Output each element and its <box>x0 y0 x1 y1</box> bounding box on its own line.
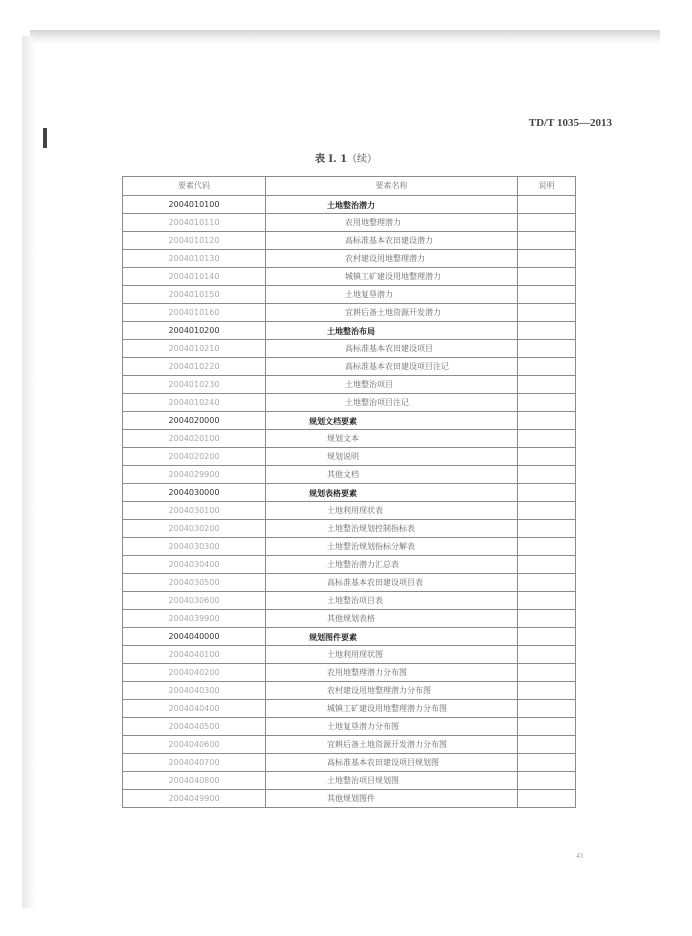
element-code: 2004010230 <box>123 376 266 394</box>
header-code: 要素代码 <box>123 177 266 196</box>
table-row <box>123 592 576 610</box>
header-name: 要素名称 <box>266 177 518 196</box>
element-name: 其他规划表格 <box>266 610 518 628</box>
element-name: 土地整治规划指标分解表 <box>266 538 518 556</box>
table-number: 表 I. 1 <box>314 154 348 165</box>
table-row <box>123 340 576 358</box>
element-name: 其他规划图件 <box>266 790 518 808</box>
table-row <box>123 286 576 304</box>
element-code: 2004049900 <box>123 790 266 808</box>
element-note <box>518 484 576 502</box>
element-code: 2004010220 <box>123 358 266 376</box>
element-name: 其他文档 <box>266 466 518 484</box>
element-note <box>518 646 576 664</box>
element-name: 宜耕后备土地资源开发潜力分布图 <box>266 736 518 754</box>
element-code: 2004040300 <box>123 682 266 700</box>
element-note <box>518 376 576 394</box>
element-name: 农用地整理潜力 <box>266 214 518 232</box>
table-row <box>123 538 576 556</box>
element-name: 规划说明 <box>266 448 518 466</box>
element-name: 高标准基本农田建设潜力 <box>266 232 518 250</box>
page-number: 43 <box>576 852 583 860</box>
element-note <box>518 286 576 304</box>
table-row <box>123 628 576 646</box>
element-note <box>518 214 576 232</box>
element-code: 2004020200 <box>123 448 266 466</box>
element-note <box>518 520 576 538</box>
element-note <box>518 358 576 376</box>
element-note <box>518 340 576 358</box>
element-name: 农村建设用地整理潜力分布图 <box>266 682 518 700</box>
element-note <box>518 448 576 466</box>
element-code: 2004030600 <box>123 592 266 610</box>
element-name: 土地整治布局 <box>266 322 518 340</box>
element-name: 规划表格要素 <box>266 484 518 502</box>
element-note <box>518 754 576 772</box>
element-note <box>518 412 576 430</box>
elements-table <box>122 176 576 808</box>
element-code: 2004029900 <box>123 466 266 484</box>
element-code: 2004010160 <box>123 304 266 322</box>
table-row <box>123 214 576 232</box>
table-row <box>123 250 576 268</box>
element-code: 2004030000 <box>123 484 266 502</box>
element-name: 规划图件要素 <box>266 628 518 646</box>
element-name: 城镇工矿建设用地整理潜力 <box>266 268 518 286</box>
element-code: 2004010200 <box>123 322 266 340</box>
table-row <box>123 376 576 394</box>
table-row <box>123 232 576 250</box>
table-row <box>123 466 576 484</box>
element-code: 2004010150 <box>123 286 266 304</box>
element-note <box>518 610 576 628</box>
element-code: 2004040200 <box>123 664 266 682</box>
element-name: 土地整治项目规划图 <box>266 772 518 790</box>
element-name: 土地利用现状图 <box>266 646 518 664</box>
element-name: 土地整治项目注记 <box>266 394 518 412</box>
table-row <box>123 430 576 448</box>
element-note <box>518 556 576 574</box>
element-code: 2004010110 <box>123 214 266 232</box>
element-name: 宜耕后备土地资源开发潜力 <box>266 304 518 322</box>
element-code: 2004040600 <box>123 736 266 754</box>
element-note <box>518 664 576 682</box>
table-row <box>123 196 576 214</box>
table-row <box>123 718 576 736</box>
table-row <box>123 304 576 322</box>
element-code: 2004010140 <box>123 268 266 286</box>
element-name: 高标准基本农田建设项目规划图 <box>266 754 518 772</box>
table-row <box>123 664 576 682</box>
element-note <box>518 592 576 610</box>
element-name: 农村建设用地整理潜力 <box>266 250 518 268</box>
scan-shadow-left <box>22 36 36 908</box>
table-row <box>123 520 576 538</box>
element-name: 土地整治项目 <box>266 376 518 394</box>
element-note <box>518 574 576 592</box>
element-name: 高标准基本农田建设项目 <box>266 340 518 358</box>
header-note: 说明 <box>518 177 576 196</box>
table-row <box>123 772 576 790</box>
element-name: 土地整治潜力汇总表 <box>266 556 518 574</box>
table-row <box>123 610 576 628</box>
element-note <box>518 772 576 790</box>
element-name: 土地整治规划控制指标表 <box>266 520 518 538</box>
element-name: 土地整治潜力 <box>266 196 518 214</box>
scan-mark <box>43 128 47 148</box>
element-name: 土地复垦潜力 <box>266 286 518 304</box>
table-row <box>123 484 576 502</box>
element-note <box>518 700 576 718</box>
element-note <box>518 430 576 448</box>
table-row <box>123 394 576 412</box>
table-row <box>123 790 576 808</box>
element-code: 2004039900 <box>123 610 266 628</box>
table-row <box>123 502 576 520</box>
element-note <box>518 466 576 484</box>
element-name: 农用地整理潜力分布图 <box>266 664 518 682</box>
element-code: 2004030500 <box>123 574 266 592</box>
element-code: 2004030400 <box>123 556 266 574</box>
table-row <box>123 736 576 754</box>
table-row <box>123 700 576 718</box>
element-code: 2004010120 <box>123 232 266 250</box>
element-code: 2004030300 <box>123 538 266 556</box>
table-body <box>123 196 576 808</box>
element-note <box>518 232 576 250</box>
table-row <box>123 358 576 376</box>
table-row <box>123 268 576 286</box>
element-name: 土地复垦潜力分布图 <box>266 718 518 736</box>
table-row <box>123 754 576 772</box>
element-note <box>518 682 576 700</box>
table-row <box>123 574 576 592</box>
element-name: 规划文本 <box>266 430 518 448</box>
element-code: 2004040400 <box>123 700 266 718</box>
element-note <box>518 736 576 754</box>
element-code: 2004020000 <box>123 412 266 430</box>
table-row <box>123 412 576 430</box>
element-note <box>518 790 576 808</box>
element-code: 2004040700 <box>123 754 266 772</box>
standard-code: TD/T 1035—2013 <box>528 117 612 129</box>
element-name: 城镇工矿建设用地整理潜力分布图 <box>266 700 518 718</box>
table-row <box>123 556 576 574</box>
element-note <box>518 196 576 214</box>
element-note <box>518 322 576 340</box>
element-code: 2004040000 <box>123 628 266 646</box>
table-row <box>123 322 576 340</box>
element-note <box>518 250 576 268</box>
element-name: 高标准基本农田建设项目注记 <box>266 358 518 376</box>
element-note <box>518 268 576 286</box>
table-row <box>123 646 576 664</box>
element-note <box>518 538 576 556</box>
element-code: 2004030100 <box>123 502 266 520</box>
element-code: 2004040500 <box>123 718 266 736</box>
element-code: 2004030200 <box>123 520 266 538</box>
element-name: 土地整治项目表 <box>266 592 518 610</box>
element-note <box>518 628 576 646</box>
element-note <box>518 394 576 412</box>
element-code: 2004010100 <box>123 196 266 214</box>
element-code: 2004010240 <box>123 394 266 412</box>
element-note <box>518 502 576 520</box>
element-name: 高标准基本农田建设项目表 <box>266 574 518 592</box>
table-row <box>123 448 576 466</box>
element-code: 2004040800 <box>123 772 266 790</box>
element-code: 2004010210 <box>123 340 266 358</box>
element-note <box>518 304 576 322</box>
table-row <box>123 682 576 700</box>
element-code: 2004010130 <box>123 250 266 268</box>
element-code: 2004040100 <box>123 646 266 664</box>
element-code: 2004020100 <box>123 430 266 448</box>
table-caption <box>0 150 692 165</box>
scan-shadow-top <box>30 30 660 44</box>
element-name: 土地利用现状表 <box>266 502 518 520</box>
element-name: 规划文档要素 <box>266 412 518 430</box>
table-caption-suffix: （续） <box>347 154 378 165</box>
element-note <box>518 718 576 736</box>
table-header-row <box>123 177 576 196</box>
